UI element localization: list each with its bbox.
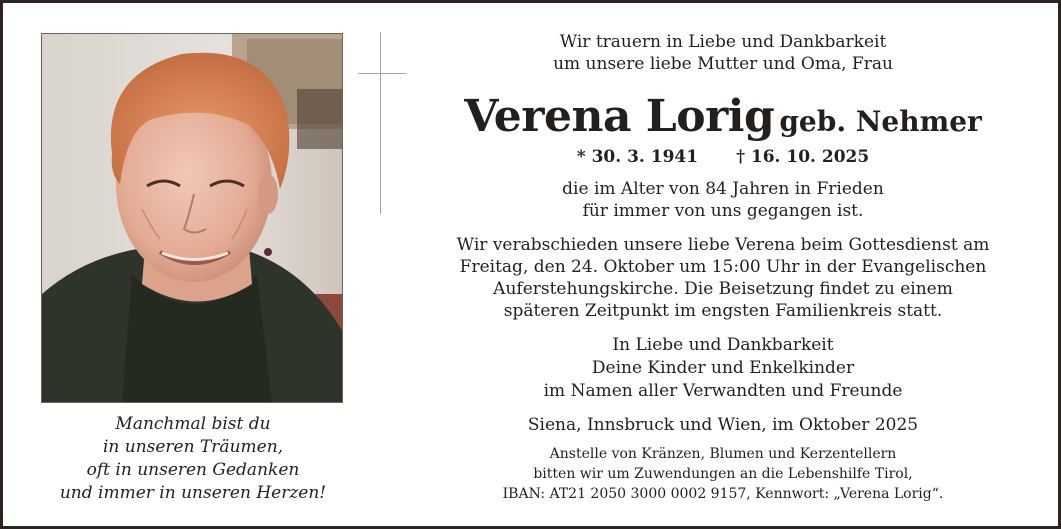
birth-date: * 30. 3. 1941 — [576, 147, 699, 167]
signoff-line: Deine Kinder und Enkelkinder — [591, 358, 855, 378]
life-dates — [423, 146, 1023, 168]
death-date: † 16. 10. 2025 — [736, 147, 870, 167]
donation-line: Anstelle von Kränzen, Blumen und Kerzentellern — [549, 446, 897, 462]
poem-line: in unseren Träumen, — [102, 437, 284, 457]
deceased-name: Verena Lorig — [464, 91, 775, 142]
memorial-poem — [33, 413, 353, 505]
cross-horizontal-bar — [358, 73, 406, 74]
deceased-name-line — [423, 91, 1023, 143]
poem-line: Manchmal bist du — [115, 414, 271, 434]
ceremony-line: späteren Zeitpunkt im engsten Familienkreis statt. — [503, 301, 943, 321]
portrait-photo — [41, 33, 343, 403]
intro-line: um unsere liebe Mutter und Oma, Frau — [553, 54, 893, 74]
donation-line: IBAN: AT21 2050 3000 0002 9157, Kennwort: „Verena Lorig“. — [502, 486, 944, 502]
maiden-name: geb. Nehmer — [779, 105, 982, 138]
donation-line: bitten wir um Zuwendungen an die Lebenshilfe Tirol, — [533, 466, 913, 482]
age-text-line: für immer von uns gegangen ist. — [582, 201, 864, 221]
signoff-line: im Namen aller Verwandten und Freunde — [543, 381, 903, 401]
poem-line: oft in unseren Gedanken — [86, 460, 300, 480]
cross-symbol — [358, 32, 406, 214]
signoff-line: In Liebe und Dankbarkeit — [612, 335, 834, 355]
age-text-line: die im Alter von 84 Jahren in Frieden — [562, 179, 884, 199]
ceremony-line: Wir verabschieden unsere liebe Verena beim Gottesdienst am — [456, 235, 990, 255]
ceremony-line: Freitag, den 24. Oktober um 15:00 Uhr in der Evangelischen — [459, 257, 987, 277]
cross-vertical-bar — [380, 32, 381, 214]
ceremony-line: Auferstehungskirche. Die Beisetzung findet zu einem — [493, 279, 953, 299]
poem-line: und immer in unseren Herzen! — [59, 483, 327, 503]
place-date: Siena, Innsbruck und Wien, im Oktober 2025 — [527, 415, 919, 435]
intro-line: Wir trauern in Liebe und Dankbarkeit — [559, 32, 887, 52]
